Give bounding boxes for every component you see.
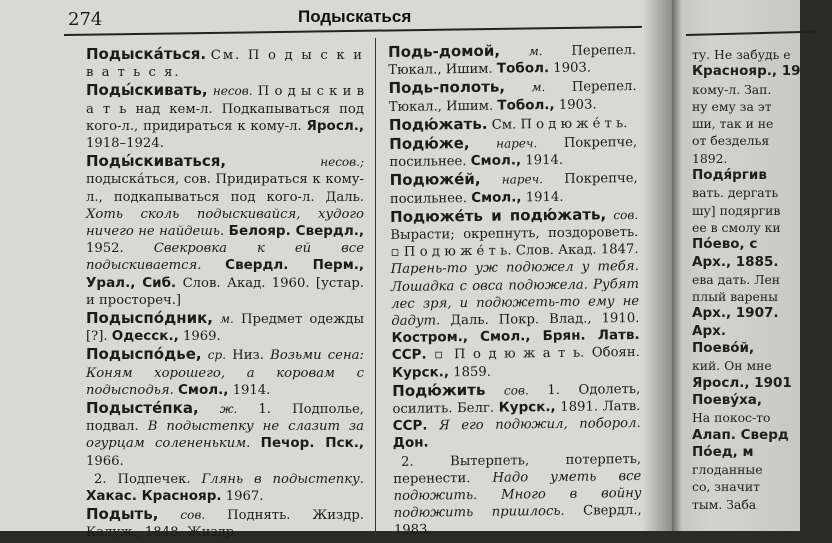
next-page-line: ева дать. Лен [692,271,781,287]
next-page-line: Арх., 1907. [692,305,779,322]
dictionary-entry [86,346,364,399]
entry-tail: 1966. [86,453,124,469]
next-page-line: 1892. [692,150,728,166]
headword: Поды́скивать, [86,81,208,100]
header-rule [64,26,642,36]
sense-text: 2. Вытерпеть, потерпеть, перенести. [393,451,642,487]
grammar-label: несов. [212,84,253,99]
next-page-line: Краснояр., 19 [692,63,801,80]
region-label: Одесск., [111,328,179,345]
entry-body: Перепел. Тюкал., Ишим. [388,42,637,79]
right-book-page [672,0,800,531]
next-page-line: Подя́ргив [692,167,767,184]
dictionary-entry [86,153,364,309]
grammar-label: сов. [613,207,639,223]
grammar-label: сов. [503,383,529,398]
next-page-line: тым. Заба [692,496,757,512]
sense-text: 2. Подпечек. [94,471,191,487]
headword: Подыспо́дье, [86,345,202,364]
example-quote: Надо уметь все подюжить. Много в войну подюжить пришлось. [393,468,642,522]
entry-tail: 1914. [232,382,271,398]
page-number: 274 [68,9,103,30]
dictionary-entry [388,41,636,79]
next-page-line: По́ед, м [692,443,754,460]
next-page-line: плый варены [692,289,778,305]
entry-tail: 1891. Латв. [560,399,641,415]
grammar-label: м. [531,80,546,95]
dictionary-sense [393,451,642,540]
example-quote: Глянь в подыстепку. [201,471,364,487]
next-page-line: Арх., 1885. [692,253,779,270]
dictionary-entry [390,169,638,207]
headword: Подыспо́дник, [86,309,213,328]
headword: Подю́же, [389,134,470,154]
headword: Подыть, [86,505,159,524]
dictionary-entry [388,77,636,115]
next-page-line: Поево́й, [692,340,755,357]
entry-body: 1. Одолеть, осилить. Белг. [392,381,641,418]
region-label: Печор. Пск., [260,435,364,452]
entry-body: Покрепче, посильнее. [389,134,638,171]
next-page-line: Яросл., 1901 [692,374,792,391]
dictionary-entry [86,400,364,470]
entry-body: подыска́ться, сов. Придираться к кому-л., подкапываться под кого-л. Даль. [86,172,364,205]
running-head: Подыскаться [298,7,412,26]
next-page-line: от безделья [692,133,770,149]
next-page-line: кому-л. Зап. [692,81,772,97]
grammar-label: нареч. [501,172,544,188]
next-page-line: ту. Не забудь е [692,47,791,62]
entry-tail: Даль. Покр. Влад., 1910. [450,310,640,329]
entry-tail: 1914. [525,189,564,205]
region-label: Смол., [471,189,522,206]
dictionary-entry [389,114,637,135]
next-page-column [692,46,832,513]
headword: Подю́жить [392,380,486,400]
next-page-line: ши, так и не [692,116,774,132]
next-page-line: со, значит [692,479,760,495]
entry-body: См. П о д ы с к и в а т ь с я. [86,48,364,81]
entry-body: Покрепче, посильнее. [389,171,638,207]
entry-tail: 1914. [525,153,564,169]
dictionary-entry [389,133,637,171]
column-divider [375,38,376,538]
example-quote: Свекровка к ей все подыскивается. [86,241,364,274]
left-column [86,46,364,543]
region-label: Тобол., [497,96,555,114]
region-label: Смол., [178,381,229,398]
next-page-line: Поеву́ха, [692,391,763,408]
next-page-line: На покос-то [692,410,771,426]
entry-body: Поднять. Жиздр. Калуж., 1848. Жиздр. [86,508,364,541]
dictionary-sense [86,471,364,505]
headword: Подь-полоть, [388,77,506,98]
entry-tail: 1969. [182,329,221,345]
page-gutter-shadow [642,0,672,531]
entry-body: 1. Подполье, подвал. [86,402,364,435]
entry-tail: ▫ П о д ю ж а т ь. Обоян. [434,345,640,363]
next-page-line: глоданные [692,462,763,478]
dictionary-entry [86,310,364,345]
headword: Подыска́ться. [86,45,207,63]
example-quote: В подыстепку не слазит за огурцам солененьким. [86,419,364,452]
entry-body: Низ. [232,348,264,364]
right-column [388,41,642,541]
example-quote: Я его подюжил, поборол. [438,416,641,434]
example-quote: Парень-то уж подюжел у тебя. Лошадка с овса подюжела. Рубят лес зря, и подюжеть-то ему не дадут. [390,259,640,330]
region-label: Курск., [498,399,556,416]
entry-tail: Слов. Акад. 1960. [устар. и простореч.] [86,275,364,308]
dictionary-entry [392,380,641,453]
entry-tail: Свердл., 1983. [393,503,642,539]
region-label: Свердл. Перм., Урал., Сиб. [86,257,364,291]
region-label: Дон. [392,435,429,452]
grammar-label: несов.; [320,155,364,170]
entry-tail: 1967. [225,489,264,505]
grammar-label: м. [220,312,234,327]
example-quote: Возьми сена: Коням хорошего, а коровам с подысподья. [86,348,364,398]
next-page-line: Алап. Сверд [692,426,789,443]
entry-body: Перепел. Тюкал., Ишим. [388,79,637,115]
headword: Подюже́ть и подю́жать, [390,205,607,226]
region-label: ССР. [392,417,428,435]
region-label: Хакас. Краснояр. [86,488,222,505]
entry-tail: 1859. [453,364,491,380]
region-label: Белояр. Свердл., [228,223,364,240]
header-rule [686,31,816,36]
entry-body: Вырасти; окрепнуть, поздороветь. ▫ П о д ю ж е́ т ь. Слов. Акад. 1847. [390,224,639,261]
headword: Подысте́пка, [86,399,199,418]
next-page-line: кий. Он мне [692,358,772,374]
region-label: Тобол. [496,60,550,77]
next-page-line: шу] подяргив [692,202,781,218]
next-page-line: ее в смолу ки [692,219,781,235]
region-label: Смол., [470,152,522,170]
next-page-line: вать. дергать [692,185,779,201]
headword: Подюже́й, [389,170,481,190]
region-label: Яросл., [306,117,364,134]
entry-tail: 1918–1924. [86,136,164,152]
region-label: Курск., [391,363,450,381]
grammar-label: сов. [180,508,206,523]
entry-tail: 1952. [86,241,124,257]
entry-tail: 1903. [553,60,592,77]
grammar-label: нареч. [496,136,538,151]
grammar-label: м. [528,44,543,59]
entry-tail: 1903. [558,97,597,113]
next-page-line: ну ему за эт [692,98,772,114]
entry-body: Предмет одежды [?]. [86,312,364,345]
example-quote: Хоть сколь подыскивайся, худого ничего не найдешь. [86,206,364,240]
grammar-label: ж. [219,402,238,417]
headword: Поды́скиваться, [86,152,227,171]
dictionary-entry [86,46,364,81]
dictionary-entry [390,206,640,382]
dictionary-entry [86,82,364,152]
next-page-line: Арх. [692,322,726,339]
headword: Подю́жать. [388,114,488,134]
headword: Подь-домой, [387,41,501,61]
entry-body: См. П о д ю ж е́ т ь. [491,115,628,133]
dictionary-entry [86,506,364,541]
next-page-line: По́ево, с [692,236,758,253]
entry-body: П о д ы с к и в а т ь над кем-л. Подкапываться под кого-л., придираться к кому-л. [86,84,364,134]
region-label: Костром., Смол., Брян. Латв. ССР. [391,327,640,364]
grammar-label: ср. [207,348,227,363]
